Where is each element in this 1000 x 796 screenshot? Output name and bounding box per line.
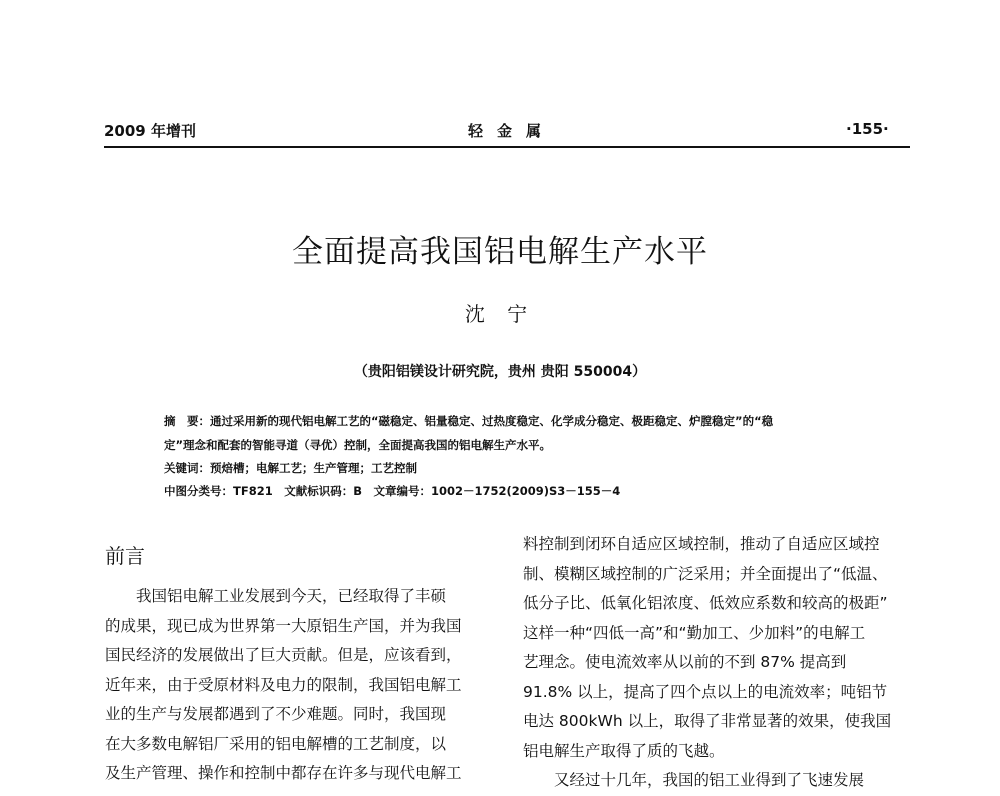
abstract-line: 摘 要：通过采用新的现代铝电解工艺的“磁稳定、铝量稳定、过热度稳定、化学成分稳定、极距稳定、炉膛稳定”的“稳 <box>164 414 774 428</box>
text-line: 近年来，由于受原材料及电力的限制，我国铝电解工 <box>105 675 462 694</box>
text-line: 及生产管理、操作和控制中都存在许多与现代电解工 <box>105 764 462 782</box>
text-line: 国民经济的发展做出了巨大贡献。但是，应该看到， <box>105 646 462 664</box>
text-line: 业的生产与发展都遇到了不少难题。同时，我国现 <box>105 705 447 723</box>
journal-issue: 2009 年增刊 <box>104 122 196 140</box>
header-rule <box>104 146 910 148</box>
paper-title: 全面提高我国铝电解生产水平 <box>292 234 708 270</box>
page-number: ·155· <box>846 120 889 138</box>
text-line: 制、模糊区域控制的广泛采用；并全面提出了“低温、 <box>523 564 888 583</box>
affiliation: （贵阳铝镁设计研究院，贵州 贵阳 550004） <box>353 364 647 380</box>
author: 沈 宁 <box>464 302 536 326</box>
text-line: 电达 800kWh 以上，取得了非常显著的效果，使我国 <box>523 712 892 730</box>
text-line: 的成果，现已成为世界第一大原铝生产国，并为我国 <box>105 616 462 635</box>
left-column <box>105 582 495 789</box>
text-line: 铝电解生产取得了质的飞越。 <box>523 741 725 760</box>
text-line: 91.8% 以上，提高了四个点以上的电流效率；吨铝节 <box>523 682 888 701</box>
right-column <box>523 530 915 796</box>
text-line: 这样一种“四低一高”和“勤加工、少加料”的电解工 <box>523 623 866 642</box>
text-line: 在大多数电解铝厂采用的铝电解槽的工艺制度，以 <box>105 734 447 753</box>
text-line: 艺理念。使电流效率从以前的不到 87% 提高到 <box>523 653 847 671</box>
text-line: 又经过十几年，我国的铝工业得到了飞速发展 <box>554 771 865 789</box>
classification: 中图分类号：TF821 文献标识码：B 文章编号：1002－1752(2009)S3－155－4 <box>164 484 621 498</box>
text-line: 低分子比、低氧化铝浓度、低效应系数和较高的极距” <box>523 594 888 612</box>
abstract-line: 定”理念和配套的智能寻道（寻优）控制，全面提高我国的铝电解生产水平。 <box>164 438 552 452</box>
text-line: 料控制到闭环自适应区域控制，推动了自适应区域控 <box>523 535 880 553</box>
keywords: 关键词：预焙槽；电解工艺；生产管理；工艺控制 <box>164 461 417 475</box>
text-line: 我国铝电解工业发展到今天，已经取得了丰硕 <box>136 587 447 605</box>
journal-name: 轻金属 <box>468 122 556 140</box>
section-heading: 前言 <box>105 544 145 568</box>
